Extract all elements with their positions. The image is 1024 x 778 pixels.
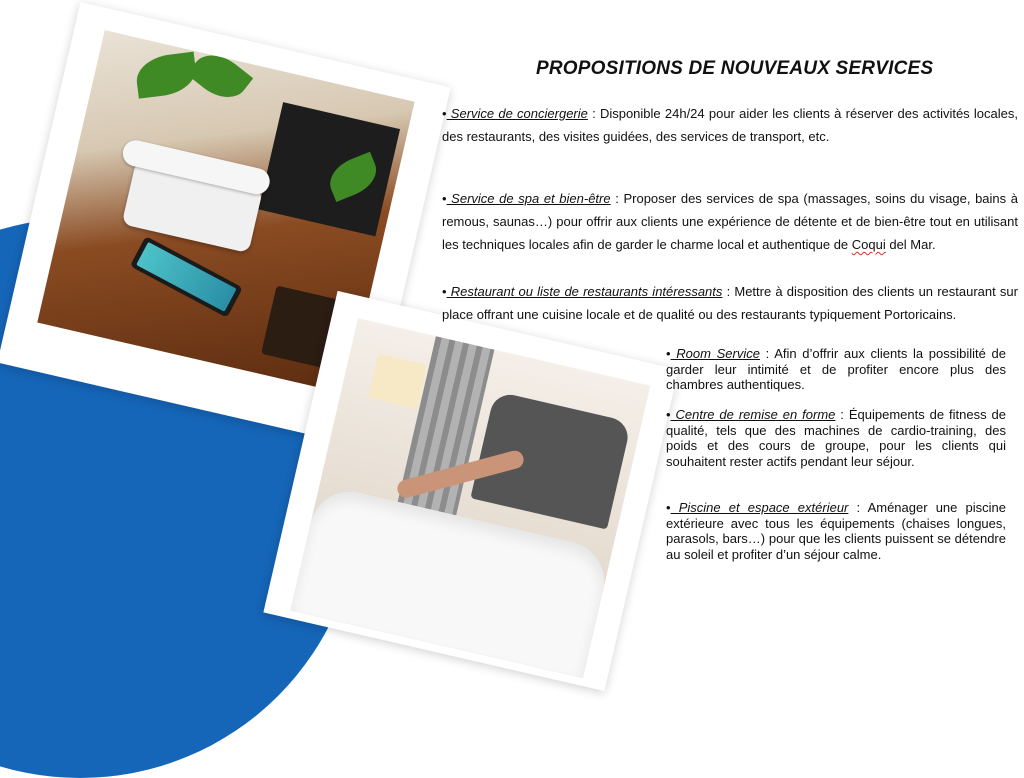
bullet: •	[442, 191, 447, 206]
bed-making-photo	[291, 318, 651, 678]
spellcheck-word: Coqui	[851, 237, 886, 252]
service-spa	[442, 187, 1018, 256]
service-label: Restaurant ou liste de restaurants intéressants	[446, 284, 723, 299]
plant-leaf	[186, 44, 253, 108]
page-title: PROPOSITIONS DE NOUVEAUX SERVICES	[536, 58, 934, 79]
service-conciergerie	[442, 102, 1018, 148]
service-fitness	[666, 407, 1006, 469]
service-text: : Équipements de fitness de qualité, tels que des machines de cardio-training, des poids et des cours de groupe, pour les clients qui souhaitent rester actifs pendant leur séjour.	[666, 407, 1006, 469]
mobile-phone	[130, 236, 243, 318]
service-text: : Afin d’offrir aux clients la possibilité de garder leur intimité et de profiter encore plus des chambres authentiques.	[666, 346, 1007, 392]
service-text: : Disponible 24h/24 pour aider les clients à réserver des activités locales, des restaurants, des visites guidées, des services de transport, etc.	[442, 106, 1018, 144]
service-label: Service de spa et bien-être	[446, 191, 611, 206]
bullet: •	[666, 407, 671, 422]
lamp-shade	[368, 354, 427, 409]
service-pool	[666, 500, 1006, 562]
service-text: : Proposer des services de spa (massages, soins du visage, bains à remous, saunas…) pour offrir aux clients une expérience de détente et de bien-être tout en utilisant les techniques locales afin de garder le charme local et authentique de	[442, 191, 1018, 252]
service-label: Piscine et espace extérieur	[670, 500, 849, 515]
service-restaurant	[442, 280, 1018, 326]
bullet: •	[442, 106, 447, 121]
bullet: •	[666, 346, 671, 361]
service-text: : Mettre à disposition des clients un restaurant sur place offrant une cuisine locale et de qualité ou des restaurants typiquement Portoricains.	[442, 284, 1018, 322]
bullet: •	[442, 284, 447, 299]
monitor-shape	[258, 102, 400, 236]
service-text: : Aménager une piscine extérieure avec tous les équipements (chaises longues, parasols, bars…) pour que les clients puissent se détendre au soleil et profiter d’un séjour calme.	[666, 500, 1006, 562]
service-label: Room Service	[670, 346, 760, 361]
bullet: •	[666, 500, 671, 515]
service-label: Centre de remise en forme	[670, 407, 836, 422]
service-label: Service de conciergerie	[446, 106, 588, 121]
service-room-service	[666, 346, 1006, 393]
service-text-end: del Mar.	[885, 237, 936, 252]
